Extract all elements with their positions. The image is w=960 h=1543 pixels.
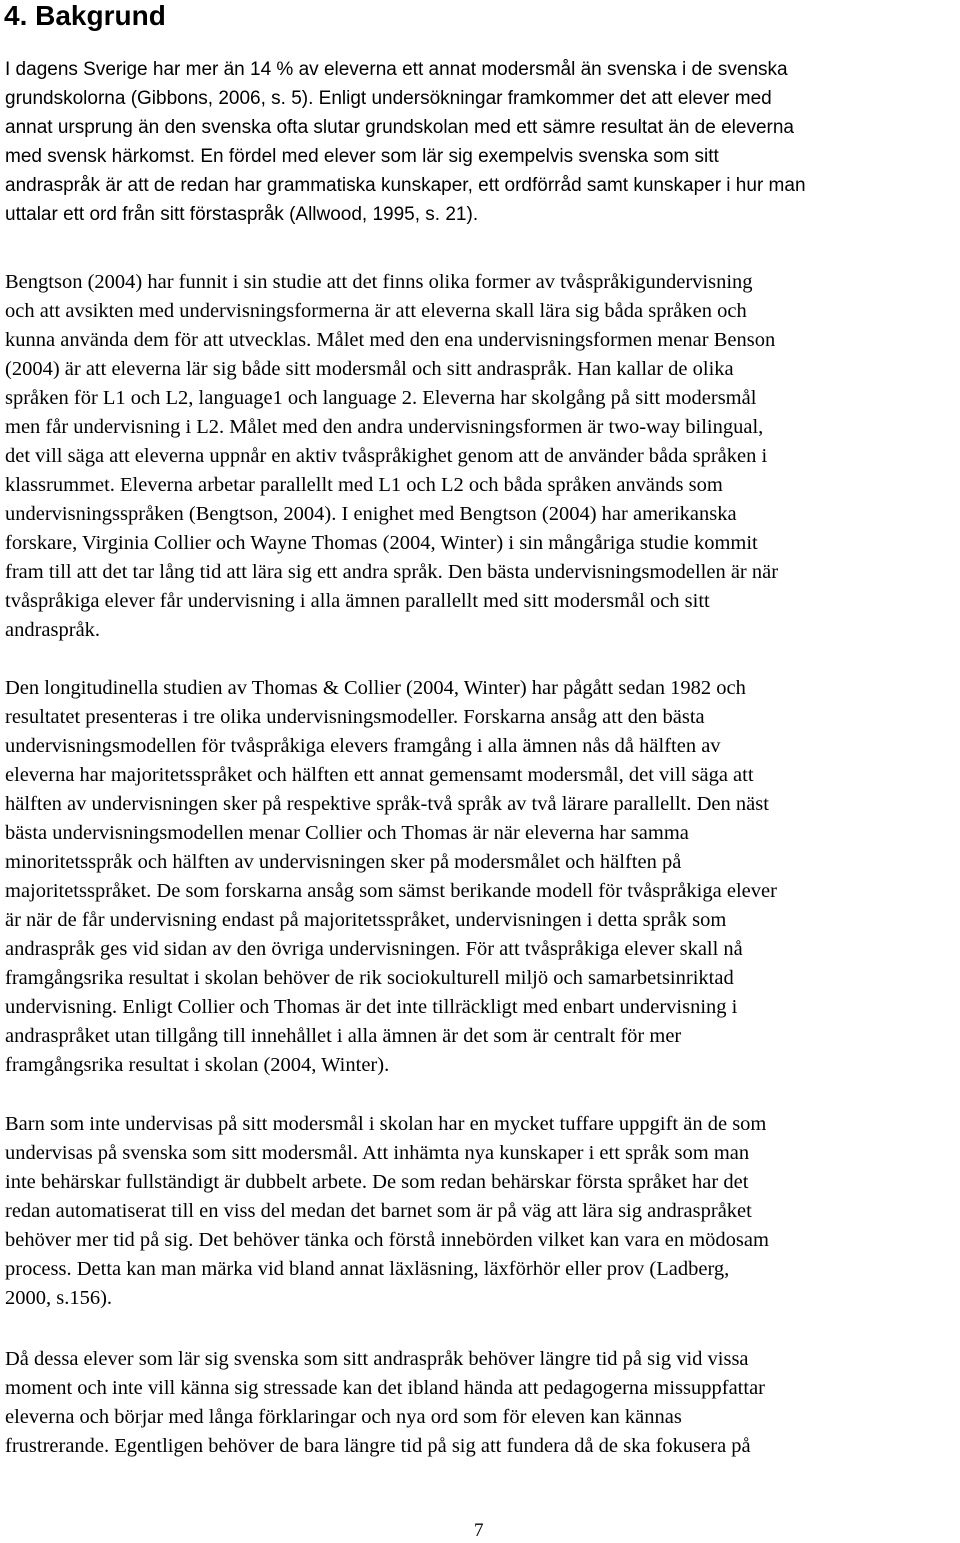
text-line: eleverna har majoritetsspråket och hälften ett annat gemensamt modersmål, det vill säga att	[5, 764, 754, 786]
text-line: det vill säga att eleverna uppnår en aktiv tvåspråkighet genom att de använder båda språken i	[5, 445, 768, 467]
text-line: grundskolorna (Gibbons, 2006, s. 5). Enligt undersökningar framkommer det att elever med	[5, 88, 772, 109]
text-line: tvåspråkiga elever får undervisning i alla ämnen parallellt med sitt modersmål och sitt	[5, 590, 710, 612]
text-line: minoritetsspråk och hälften av undervisningen sker på modersmålet och hälften på	[5, 851, 682, 873]
text-line: andraspråk ges vid sidan av den övriga undervisningen. För att tvåspråkiga elever skall nå	[5, 938, 743, 960]
text-line: redan automatiserat till en viss del medan det barnet som är på väg att lära sig andraspråket	[5, 1200, 752, 1222]
text-line: behöver mer tid på sig. Det behöver tänka och förstå innebörden vilket kan vara en mödosam	[5, 1229, 769, 1251]
text-line: hälften av undervisningen sker på respektive språk-två språk av två lärare parallellt. Den näst	[5, 793, 769, 815]
text-line: process. Detta kan man märka vid bland annat läxläsning, läxförhör eller prov (Ladberg,	[5, 1258, 730, 1280]
text-line: uttalar ett ord från sitt förstaspråk (Allwood, 1995, s. 21).	[5, 204, 479, 225]
text-line: forskare, Virginia Collier och Wayne Thomas (2004, Winter) i sin mångåriga studie kommit	[5, 532, 758, 554]
text-line: Den longitudinella studien av Thomas & Collier (2004, Winter) har pågått sedan 1982 och	[5, 677, 746, 699]
text-line: kunna använda dem för att utvecklas. Målet med den ena undervisningsformen menar Benson	[5, 329, 776, 351]
text-line: är när de får undervisning endast på majoritetsspråket, undervisningen i detta språk som	[5, 909, 727, 931]
text-line: annat ursprung än den svenska ofta slutar grundskolan med ett sämre resultat än de eleverna	[5, 117, 794, 138]
text-line: med svensk härkomst. En fördel med elever som lär sig exempelvis svenska som sitt	[5, 146, 719, 167]
text-line: undervisning. Enligt Collier och Thomas är det inte tillräckligt med enbart undervisning i	[5, 996, 738, 1018]
text-line: frustrerande. Egentligen behöver de bara längre tid på sig att fundera då de ska fokusera på	[5, 1435, 751, 1457]
text-line: språken för L1 och L2, language1 och language 2. Eleverna har skolgång på sitt modersmål	[5, 387, 757, 409]
text-line: majoritetsspråket. De som forskarna ansåg som sämst berikande modell för tvåspråkiga elever	[5, 880, 777, 902]
text-line: andraspråk är att de redan har grammatiska kunskaper, ett ordförråd samt kunskaper i hur man	[5, 175, 806, 196]
text-line: eleverna och börjar med långa förklaringar och nya ord som för eleven kan kännas	[5, 1406, 682, 1428]
text-line: undervisas på svenska som sitt modersmål. Att inhämta nya kunskaper i ett språk som man	[5, 1142, 750, 1164]
text-line: och att avsikten med undervisningsformerna är att eleverna skall lära sig båda språken och	[5, 300, 747, 322]
text-line: fram till att det tar lång tid att lära sig ett andra språk. Den bästa undervisningsmodellen är när	[5, 561, 779, 583]
text-line: moment och inte vill känna sig stressade kan det ibland hända att pedagogerna missuppfattar	[5, 1377, 765, 1399]
text-line: Barn som inte undervisas på sitt modersmål i skolan har en mycket tuffare uppgift än de som	[5, 1113, 767, 1135]
text-line: I dagens Sverige har mer än 14 % av eleverna ett annat modersmål än svenska i de svenska	[5, 59, 788, 80]
text-line: resultatet presenteras i tre olika undervisningsmodeller. Forskarna ansåg att den bästa	[5, 706, 705, 728]
text-line: framgångsrika resultat i skolan behöver de rik sociokulturell miljö och samarbetsinriktad	[5, 967, 734, 989]
text-line: inte behärskar fullständigt är dubbelt arbete. De som redan behärskar första språket har det	[5, 1171, 749, 1193]
text-line: undervisningsmodellen för tvåspråkiga elevers framgång i alla ämnen nås då hälften av	[5, 735, 721, 757]
text-line: Bengtson (2004) har funnit i sin studie att det finns olika former av tvåspråkigundervisning	[5, 271, 753, 293]
text-line: bästa undervisningsmodellen menar Collier och Thomas är när eleverna har samma	[5, 822, 689, 844]
text-line: (2004) är att eleverna lär sig både sitt modersmål och sitt andraspråk. Han kallar de olika	[5, 358, 734, 380]
text-line: framgångsrika resultat i skolan (2004, Winter).	[5, 1054, 390, 1076]
page-number: 7	[474, 1520, 484, 1541]
text-line: andraspråk.	[5, 619, 101, 641]
text-line: 2000, s.156).	[5, 1287, 113, 1309]
text-line: andraspråket utan tillgång till innehållet i alla ämnen är det som är centralt för mer	[5, 1025, 682, 1047]
text-line: Då dessa elever som lär sig svenska som sitt andraspråk behöver längre tid på sig vid vissa	[5, 1348, 749, 1370]
text-line: men får undervisning i L2. Målet med den andra undervisningsformen är two-way bilingual,	[5, 416, 764, 438]
text-line: klassrummet. Eleverna arbetar parallellt med L1 och L2 och båda språken används som	[5, 474, 723, 496]
text-line: undervisningsspråken (Bengtson, 2004). I enighet med Bengtson (2004) har amerikanska	[5, 503, 737, 525]
section-heading: 4. Bakgrund	[4, 0, 166, 31]
